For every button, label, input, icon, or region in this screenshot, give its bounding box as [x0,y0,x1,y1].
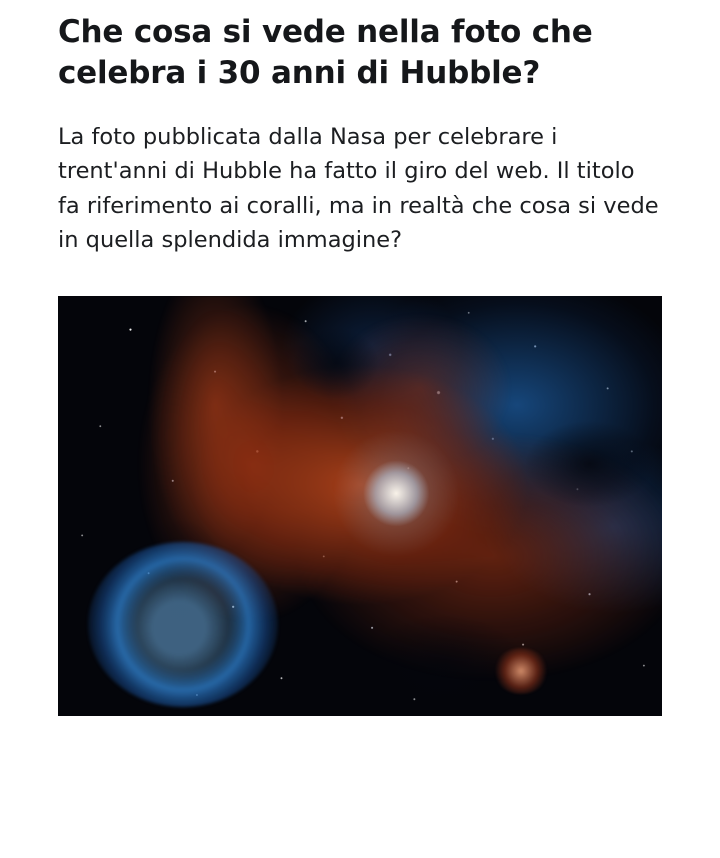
article-figure [58,258,662,716]
article-standfirst: La foto pubblicata dalla Nasa per celebrare i trent'anni di Hubble ha fatto il giro del web. Il titolo fa riferimento ai coralli, ma in realtà che cosa si vede in quella splendida immagine? [58,123,659,254]
image-vignette [58,296,662,716]
hubble-nebula-image [58,296,662,716]
page-title: Che cosa si vede nella foto che celebra i 30 anni di Hubble? [58,14,593,91]
